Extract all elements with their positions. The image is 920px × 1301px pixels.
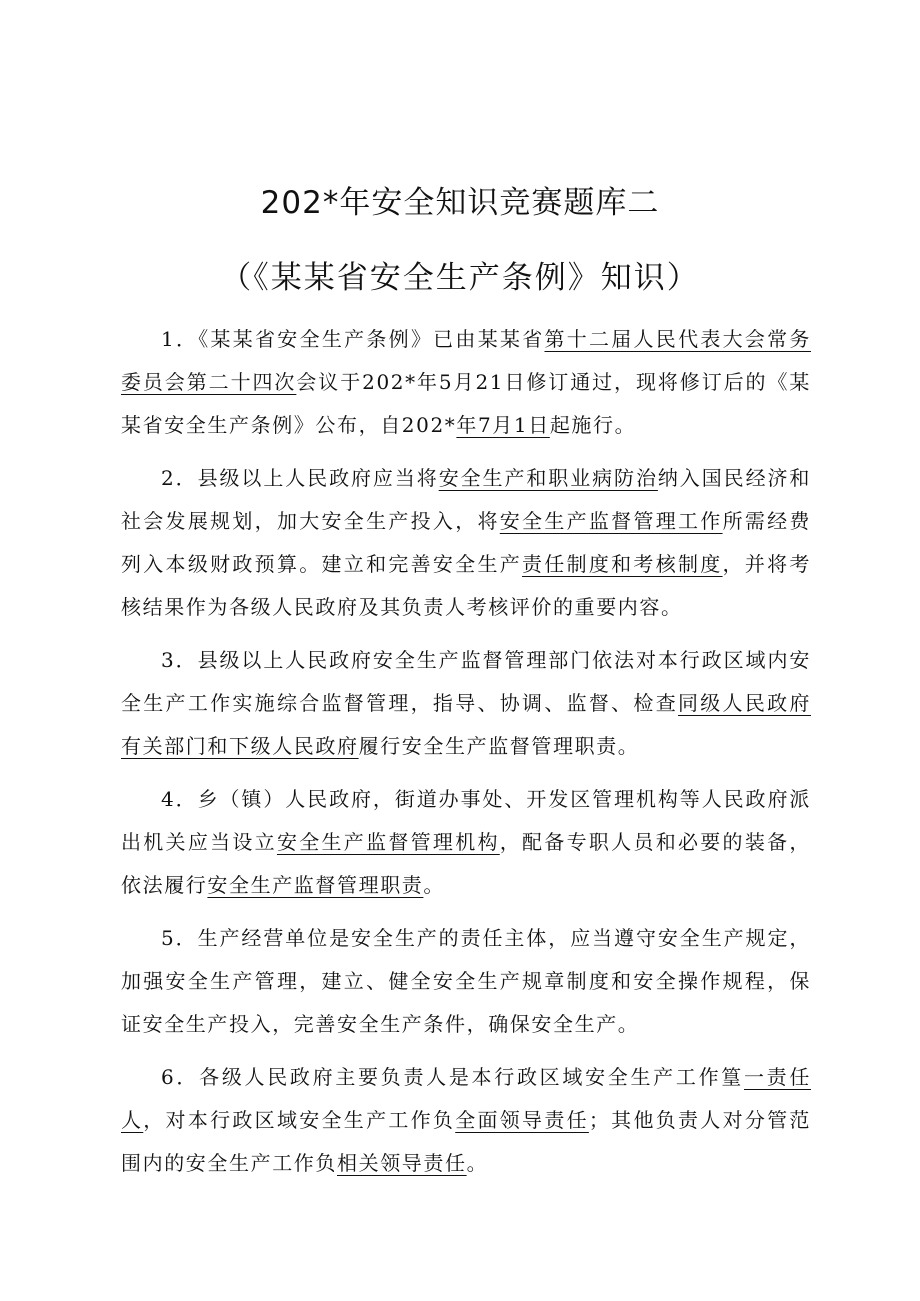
answer-blank: 第十二届人民代表大会常务委员会第二十四次: [121, 327, 811, 394]
document-subtitle: （《某某省安全生产条例》知识）: [220, 260, 700, 296]
question-text: ，对本行政区域安全生产工作负: [143, 1108, 456, 1132]
answer-blank: 责任制度和考核制度: [522, 552, 723, 576]
question-item: [121, 318, 811, 447]
question-item: [121, 917, 811, 1046]
answer-blank: 年7月1日: [456, 413, 550, 437]
question-text: ，并将考核结果作为各级人民政府及其负责人考核评价的重要内容。: [121, 552, 811, 619]
question-text: 。: [423, 873, 446, 897]
answer-blank: 同级人民政府有关部门和下级人民政府: [121, 691, 811, 758]
question-text: 履行安全生产监督管理职责。: [358, 734, 640, 758]
question-text: 所需经费列入本级财政预算。建立和完善安全生产: [121, 509, 812, 576]
answer-blank: 安全生产和职业病防治: [438, 466, 658, 490]
question-item: [121, 1056, 811, 1185]
answer-blank: 安全生产监督管理机构: [276, 830, 500, 854]
question-item: [121, 457, 811, 629]
question-text: 纳入国民经济和社会发展规划，加大安全生产投入，将: [121, 466, 812, 533]
question-text: ；其他负责人对分管范围内的安全生产工作负: [121, 1108, 812, 1175]
question-text: 。: [466, 1151, 489, 1175]
answer-blank: 相关领导责任: [337, 1151, 467, 1175]
question-text: ，配备专职人员和必要的装备，依法履行: [121, 830, 812, 897]
question-text: 4．乡（镇）人民政府，街道办事处、开发区管理机构等人民政府派出机关应当设立: [121, 787, 811, 854]
question-text: 6．各级人民政府主要负责人是本行政区域安全生产工作篁: [161, 1065, 744, 1089]
question-text: 1．《某某省安全生产条例》已由某某省: [161, 327, 545, 351]
answer-blank: 安全生产监督管理工作: [499, 509, 723, 533]
question-item: [121, 778, 811, 907]
question-text: 起施行。: [549, 413, 637, 437]
question-text: 会议于202*年5月21日修订通过，现将修订后的《某某省安全生产条例》公布，自202*: [121, 370, 811, 437]
question-list: [121, 318, 811, 1195]
question-text: 5．生产经营单位是安全生产的责任主体，应当遵守安全生产规定，加强安全生产管理，建立、健全安全生产规章制度和安全操作规程，保证安全生产投入，完善安全生产条件，确保安全生产。: [121, 926, 811, 1036]
document-title: 202*年安全知识竞赛题库二: [260, 185, 660, 221]
question-text: 2．县级以上人民政府应当将: [161, 466, 439, 490]
question-text: 3．县级以上人民政府安全生产监督管理部门依法对本行政区域内安全生产工作实施综合监督管理，指导、协调、监督、检查: [121, 648, 811, 715]
answer-blank: 安全生产监督管理职责: [207, 873, 424, 897]
answer-blank: 一责任人: [121, 1065, 811, 1132]
question-item: [121, 639, 811, 768]
answer-blank: 全面领导责任: [455, 1108, 589, 1132]
